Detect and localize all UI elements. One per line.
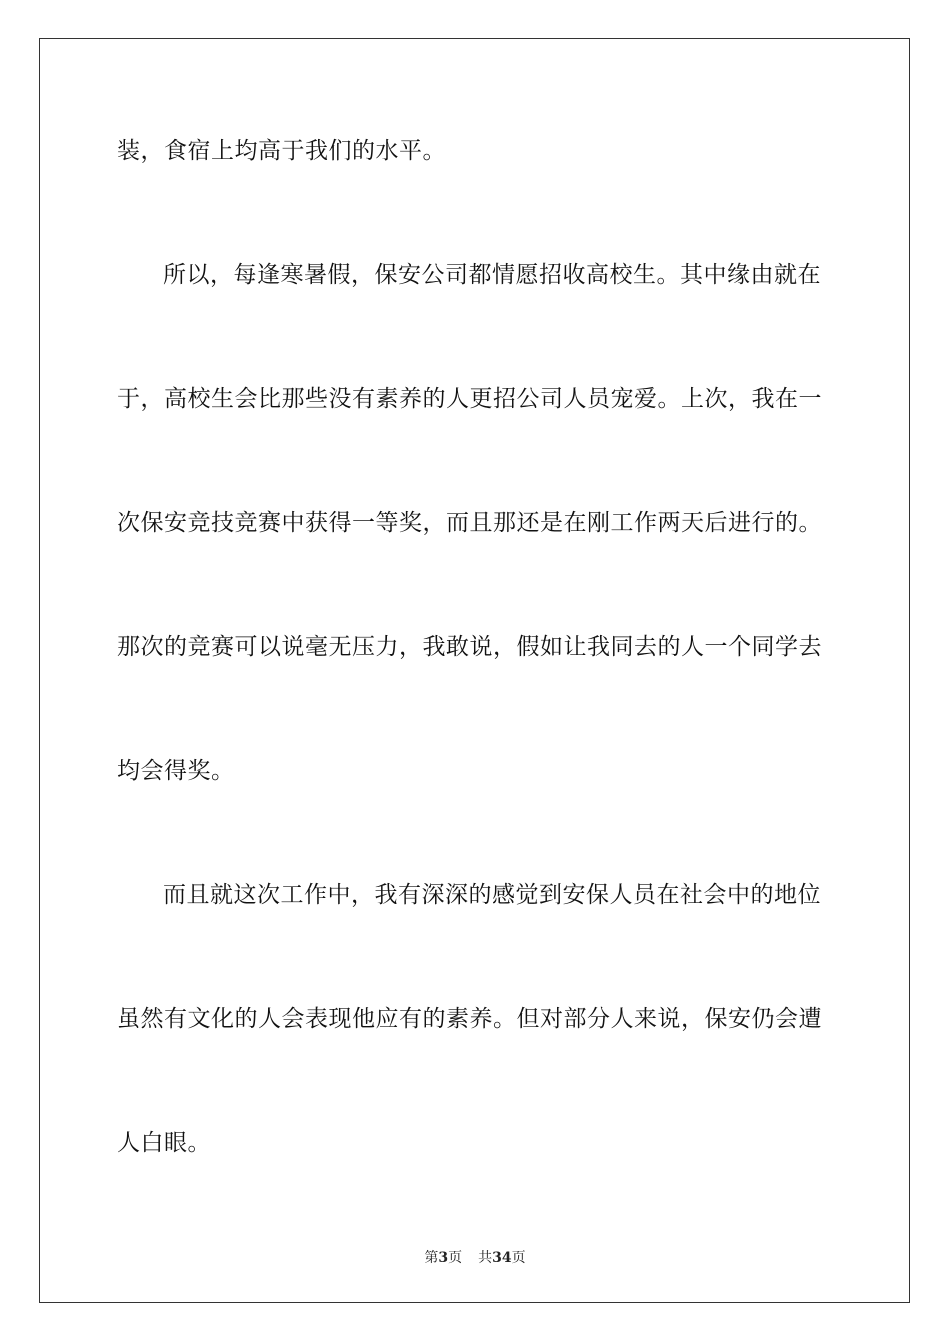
paragraph-line: 于，高校生会比那些没有素养的人更招公司人员宠爱。上次，我在一 (117, 386, 822, 412)
total-label-prefix: 共 (478, 1250, 493, 1266)
page-border (39, 38, 910, 1303)
paragraph-line: 那次的竞赛可以说毫无压力，我敢说，假如让我同去的人一个同学去 (117, 634, 822, 660)
total-page-number: 34 (492, 1250, 512, 1266)
total-label-suffix: 页 (511, 1250, 526, 1266)
current-page-number: 3 (438, 1250, 449, 1266)
paragraph-line: 而且就这次工作中，我有深深的感觉到安保人员在社会中的地位 (163, 882, 821, 908)
paragraph-line: 均会得奖。 (117, 758, 235, 784)
paragraph-line: 虽然有文化的人会表现他应有的素养。但对部分人来说，保安仍会遭 (117, 1006, 822, 1032)
page-footer (0, 1247, 950, 1267)
page-label-prefix: 第 (424, 1250, 439, 1266)
page-label-suffix: 页 (448, 1250, 463, 1266)
paragraph-line: 装，食宿上均高于我们的水平。 (117, 138, 446, 164)
paragraph-line: 人白眼。 (117, 1130, 211, 1156)
paragraph-line: 所以，每逢寒暑假，保安公司都情愿招收高校生。其中缘由就在 (163, 262, 821, 288)
paragraph-line: 次保安竞技竞赛中获得一等奖，而且那还是在刚工作两天后进行的。 (117, 510, 822, 536)
